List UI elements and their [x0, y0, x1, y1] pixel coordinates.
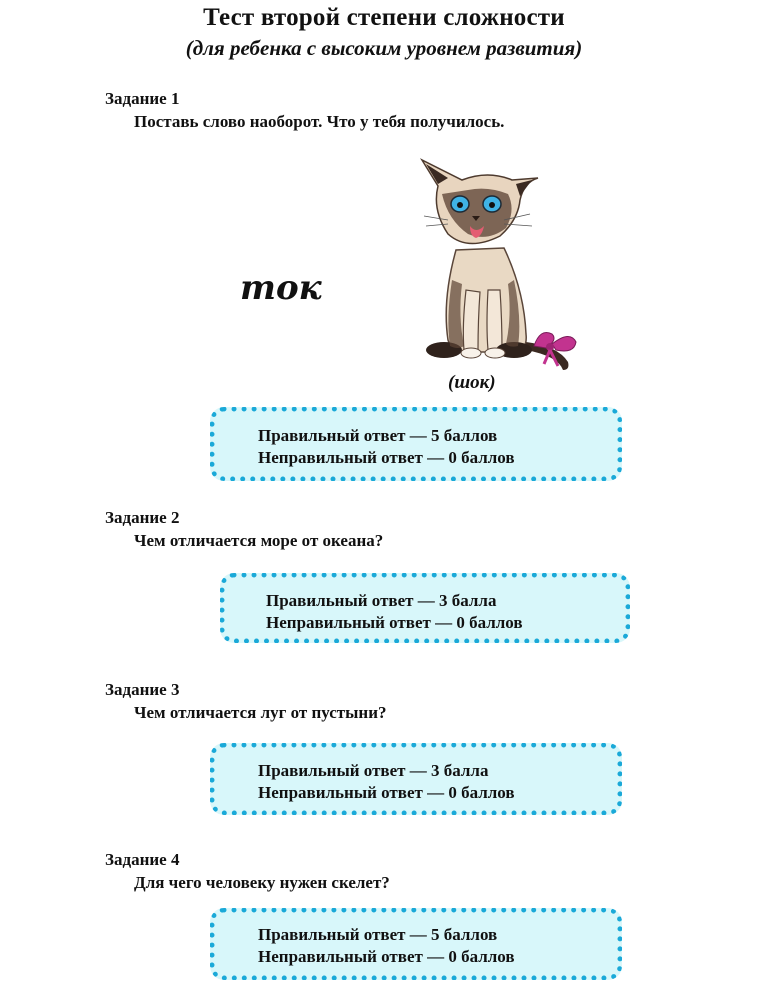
task-3-incorrect-score: Неправильный ответ — 0 баллов	[258, 783, 515, 802]
task-4-correct-score: Правильный ответ — 5 баллов	[258, 925, 498, 944]
task-2-label: Задание 2	[105, 508, 180, 527]
task-2-score-box	[220, 573, 630, 643]
task-4-score-box	[210, 908, 622, 980]
task-3-correct-score: Правильный ответ — 3 балла	[258, 761, 489, 780]
task-1-question: Поставь слово наоборот. Что у тебя получилось.	[134, 112, 505, 131]
task-1-answer-caption: (шок)	[448, 372, 496, 393]
task-3-label: Задание 3	[105, 680, 180, 699]
page-title: Тест второй степени сложности	[203, 4, 565, 31]
task-2-question: Чем отличается море от океана?	[134, 531, 384, 550]
task-1-score-box	[210, 407, 622, 481]
task-1-incorrect-score: Неправильный ответ — 0 баллов	[258, 448, 515, 467]
task-4-incorrect-score: Неправильный ответ — 0 баллов	[258, 947, 515, 966]
page-subtitle: (для ребенка с высоким уровнем развития)	[185, 36, 583, 60]
task-2-correct-score: Правильный ответ — 3 балла	[266, 591, 497, 610]
task-3-score-box	[210, 743, 622, 815]
task-4-question: Для чего человеку нужен скелет?	[134, 873, 390, 892]
task-2-incorrect-score: Неправильный ответ — 0 баллов	[266, 613, 523, 632]
task-1-word: ток	[240, 268, 322, 308]
task-4-label: Задание 4	[105, 850, 180, 869]
kitten-illustration	[408, 150, 590, 372]
task-3-question: Чем отличается луг от пустыни?	[134, 703, 387, 722]
task-1-correct-score: Правильный ответ — 5 баллов	[258, 426, 498, 445]
task-1-label: Задание 1	[105, 89, 180, 108]
